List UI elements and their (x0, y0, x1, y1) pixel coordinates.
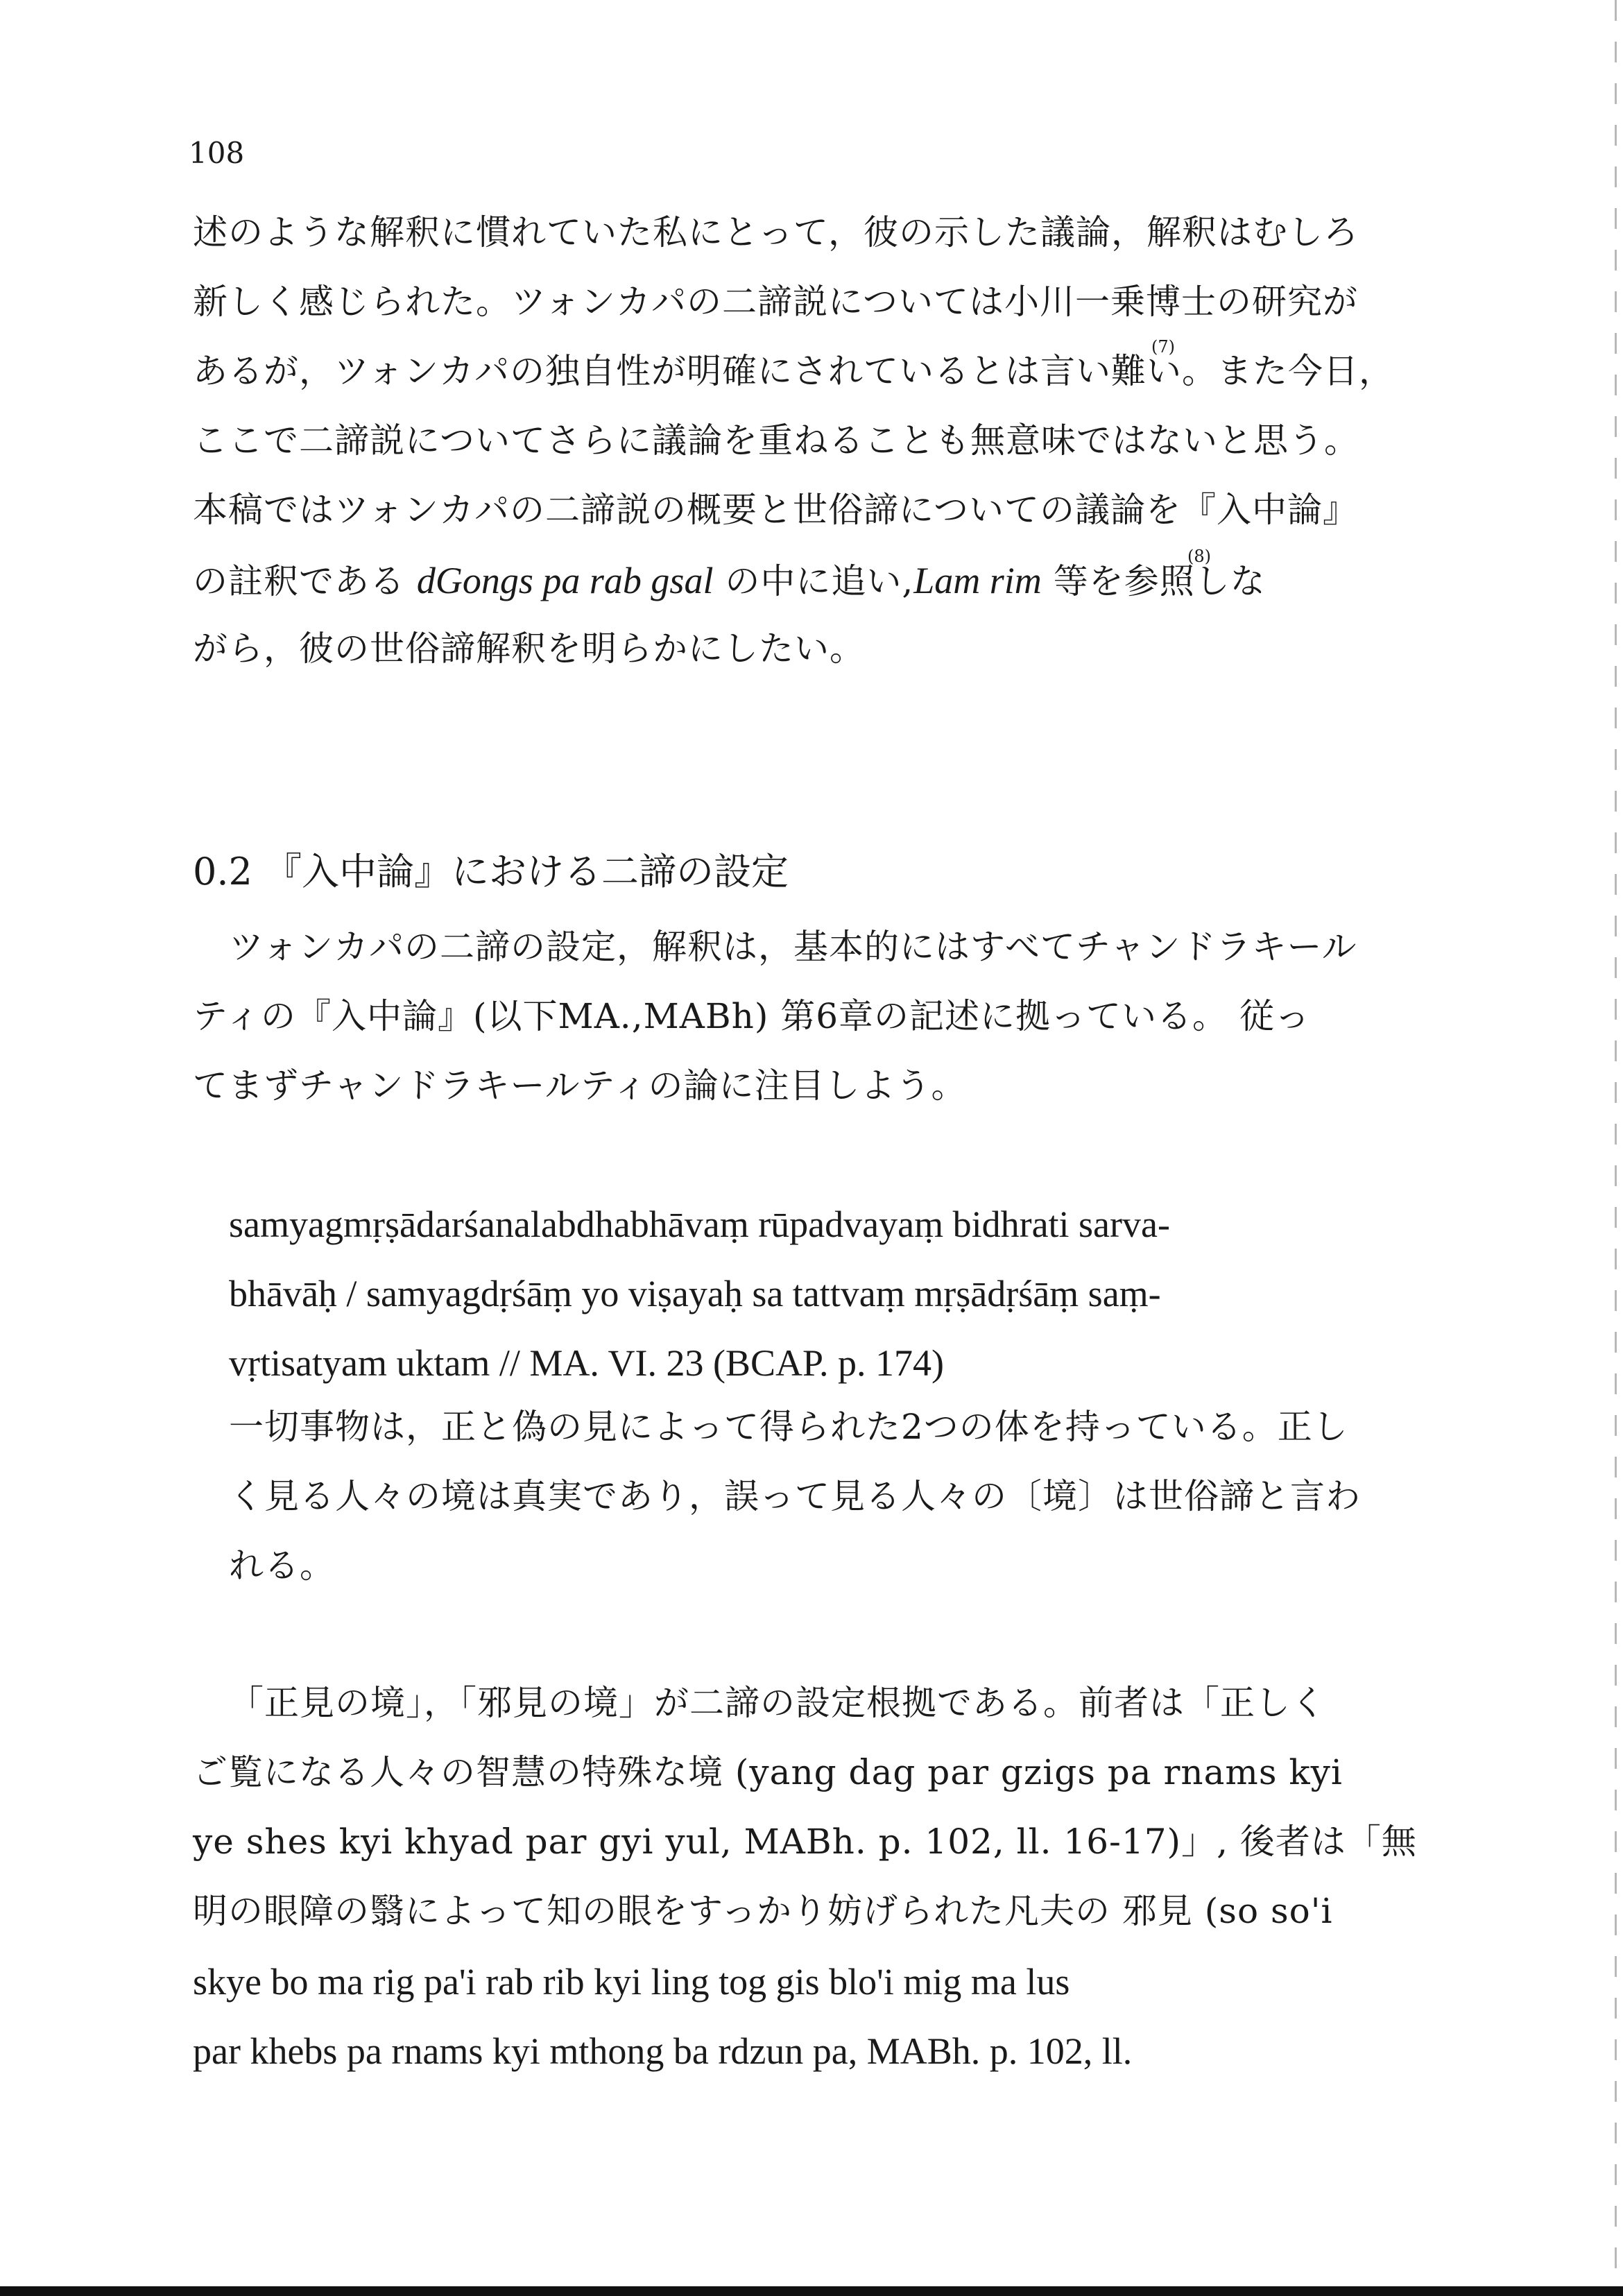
text-line: 述のような解釈に慣れていた私にとって，彼の示した議論，解釈はむしろ (193, 212, 1359, 252)
text-line: れる。 (229, 1545, 335, 1586)
page-number: 108 (189, 136, 245, 170)
text-segment: の中に追い, (713, 561, 914, 601)
text-line: 一切事物は，正と偽の見によって得られた2つの体を持っている。正し (229, 1407, 1348, 1447)
text-line (193, 1752, 1343, 1792)
scan-edge (1615, 0, 1617, 2286)
work-title: dGongs pa rab gsal (416, 560, 714, 601)
text-line: ティの『入中論』(以下MA.,MABh) 第6章の記述に拠っている。 従っ (193, 996, 1310, 1036)
text-line: がら，彼の世俗諦解釈を明らかにしたい。 (193, 628, 865, 669)
text-line: skye bo ma rig pa'i rab rib kyi ling tog gis blo'i mig ma lus (193, 1961, 1070, 2003)
text-line: あるが，ツォンカパの独自性が明確にされているとは言い難い。また今日， (193, 351, 1394, 391)
verse-line: samyagmṛṣādarśanalabdhabhāvaṃ rūpadvayaṃ bidhrati sarva- (229, 1203, 1170, 1245)
text-line: 本稿ではツォンカパの二諦説の概要と世俗諦についての議論を『入中論』 (193, 490, 1358, 530)
work-title: Lam rim (913, 560, 1042, 601)
text-line: ここで二諦説についてさらに議論を重ねることも無意味ではないと思う。 (193, 420, 1359, 461)
verse-line: bhāvāḥ / samyagdṛśāṃ yo viṣayaḥ sa tattvaṃ mṛṣādṛśāṃ saṃ- (229, 1273, 1161, 1314)
text-line: く見る人々の境は真実であり，誤って見る人々の〔境〕は世俗諦と言わ (229, 1476, 1361, 1516)
section-heading: 0.2 『入中論』における二諦の設定 (193, 850, 789, 893)
text-segment: 等を参照しな (1041, 561, 1266, 601)
text-line (193, 1891, 1333, 1931)
text-segment: 明の眼障の翳によって知の眼をすっかり妨げられた凡夫の 邪見 (so so'i (193, 1891, 1333, 1931)
verse-line: vṛtisatyam uktam // MA. VI. 23 (BCAP. p. 174) (229, 1342, 944, 1384)
text-line: ツォンカパの二諦の設定，解釈は，基本的にはすべてチャンドラキール (229, 927, 1357, 967)
text-line: 新しく感じられた。ツォンカパの二諦説については小川一乗博士の研究が (193, 282, 1358, 322)
text-line (193, 562, 1266, 599)
text-segment: ご覧になる人々の智慧の特殊な境 (yang dag par gzigs pa rnams kyi (193, 1752, 1343, 1792)
text-line: par khebs pa rnams kyi mthong ba rdzun pa, MABh. p. 102, ll. (193, 2030, 1133, 2072)
text-segment: の註釈である (193, 561, 417, 601)
text-line: 「正見の境」，「邪見の境」が二諦の設定根拠である。前者は「正しく (229, 1683, 1326, 1723)
scan-bottom-border (0, 2286, 1623, 2296)
text-segment: ye shes kyi khyad par gyi yul, MABh. p. 102, ll. 16-17)」, 後者は「無 (193, 1822, 1417, 1862)
text-line (193, 1822, 1417, 1862)
footnote-marker: (7) (1151, 337, 1175, 357)
footnote-marker: (8) (1187, 547, 1211, 566)
text-line: てまずチャンドラキールティの論に注目しよう。 (193, 1065, 967, 1106)
